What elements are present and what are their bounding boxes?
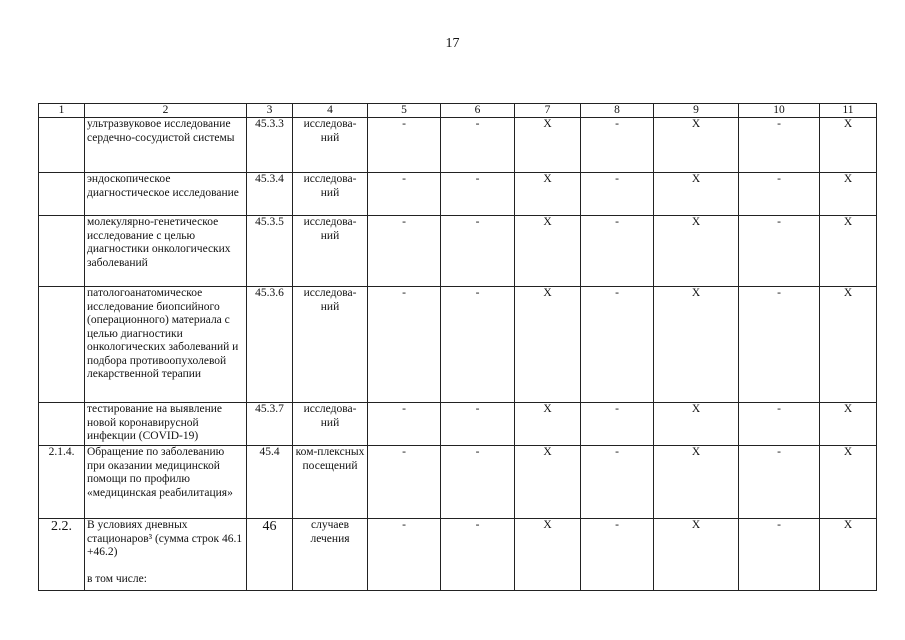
col-header: 5 <box>368 104 441 118</box>
row-code: 46 <box>247 519 293 591</box>
row-value: - <box>441 173 515 216</box>
row-code: 45.4 <box>247 446 293 519</box>
row-value: - <box>441 216 515 287</box>
row-value: - <box>739 173 820 216</box>
row-value: - <box>441 403 515 446</box>
table-row <box>39 173 877 216</box>
data-table <box>38 103 877 591</box>
row-value: - <box>739 519 820 591</box>
row-value: X <box>654 216 739 287</box>
row-value: X <box>654 118 739 173</box>
row-value: X <box>515 216 581 287</box>
row-value: - <box>581 446 654 519</box>
table-row <box>39 519 877 591</box>
row-unit: исследова-ний <box>293 216 368 287</box>
col-header: 8 <box>581 104 654 118</box>
header-row <box>39 104 877 118</box>
col-header: 2 <box>85 104 247 118</box>
row-value: - <box>739 216 820 287</box>
row-number <box>39 287 85 403</box>
row-value: - <box>368 216 441 287</box>
row-value: - <box>441 446 515 519</box>
row-value: - <box>441 519 515 591</box>
row-number <box>39 403 85 446</box>
col-header: 1 <box>39 104 85 118</box>
row-value: X <box>820 287 877 403</box>
row-value: X <box>654 446 739 519</box>
table-row <box>39 403 877 446</box>
row-name: ультразвуковое исследование сердечно-сосудистой системы <box>85 118 247 173</box>
table-row <box>39 446 877 519</box>
row-value: X <box>515 118 581 173</box>
table-row <box>39 287 877 403</box>
row-value: X <box>820 519 877 591</box>
row-number: 2.2. <box>39 519 85 591</box>
row-code: 45.3.5 <box>247 216 293 287</box>
col-header: 6 <box>441 104 515 118</box>
row-value: X <box>654 173 739 216</box>
row-value: X <box>654 287 739 403</box>
row-value: X <box>515 173 581 216</box>
row-code: 45.3.3 <box>247 118 293 173</box>
row-name: тестирование на выявление новой коронавирусной инфекции (COVID-19) <box>85 403 247 446</box>
row-value: - <box>581 216 654 287</box>
row-value: - <box>581 173 654 216</box>
row-unit: исследова-ний <box>293 118 368 173</box>
row-subtext: в том числе: <box>87 572 147 585</box>
row-unit: случаев лечения <box>293 519 368 591</box>
row-code: 45.3.7 <box>247 403 293 446</box>
col-header: 4 <box>293 104 368 118</box>
row-unit: исследова-ний <box>293 403 368 446</box>
row-unit: исследова-ний <box>293 287 368 403</box>
row-value: X <box>820 216 877 287</box>
row-value: X <box>820 403 877 446</box>
row-value: - <box>581 519 654 591</box>
row-value: X <box>654 519 739 591</box>
col-header: 3 <box>247 104 293 118</box>
row-unit: ком-плексных посещений <box>293 446 368 519</box>
row-name: эндоскопическое диагностическое исследование <box>85 173 247 216</box>
row-name: патологоанатомическое исследование биопсийного (операционного) материала с целью диагностики онкологических заболеваний и подбора противоопухолевой лекарственной терапии <box>85 287 247 403</box>
row-value: - <box>368 118 441 173</box>
row-value: - <box>368 287 441 403</box>
row-value: - <box>441 287 515 403</box>
row-number <box>39 173 85 216</box>
row-name: молекулярно-генетическое исследование с целью диагностики онкологических заболеваний <box>85 216 247 287</box>
col-header: 7 <box>515 104 581 118</box>
col-header: 9 <box>654 104 739 118</box>
row-value: X <box>515 519 581 591</box>
col-header: 10 <box>739 104 820 118</box>
row-value: - <box>581 403 654 446</box>
table-row <box>39 216 877 287</box>
row-value: - <box>739 118 820 173</box>
row-value: X <box>515 287 581 403</box>
row-name <box>85 519 247 591</box>
row-code: 45.3.4 <box>247 173 293 216</box>
row-value: - <box>581 118 654 173</box>
row-value: X <box>820 173 877 216</box>
row-value: X <box>820 118 877 173</box>
row-number <box>39 118 85 173</box>
row-value: X <box>515 446 581 519</box>
row-value: - <box>368 519 441 591</box>
row-value: - <box>368 446 441 519</box>
row-value: X <box>654 403 739 446</box>
row-code: 45.3.6 <box>247 287 293 403</box>
row-value: - <box>581 287 654 403</box>
row-number <box>39 216 85 287</box>
page-number: 17 <box>445 36 460 51</box>
row-value: - <box>739 287 820 403</box>
row-value: X <box>515 403 581 446</box>
row-value: - <box>368 403 441 446</box>
row-number: 2.1.4. <box>39 446 85 519</box>
row-name-text: В условиях дневных стационаров³ (сумма строк 46.1 +46.2) <box>87 519 243 558</box>
row-value: - <box>739 446 820 519</box>
row-name: Обращение по заболеванию при оказании медицинской помощи по профилю «медицинская реабилитация» <box>85 446 247 519</box>
row-unit: исследова-ний <box>293 173 368 216</box>
row-value: X <box>820 446 877 519</box>
row-value: - <box>368 173 441 216</box>
row-value: - <box>739 403 820 446</box>
col-header: 11 <box>820 104 877 118</box>
row-value: - <box>441 118 515 173</box>
table-row <box>39 118 877 173</box>
